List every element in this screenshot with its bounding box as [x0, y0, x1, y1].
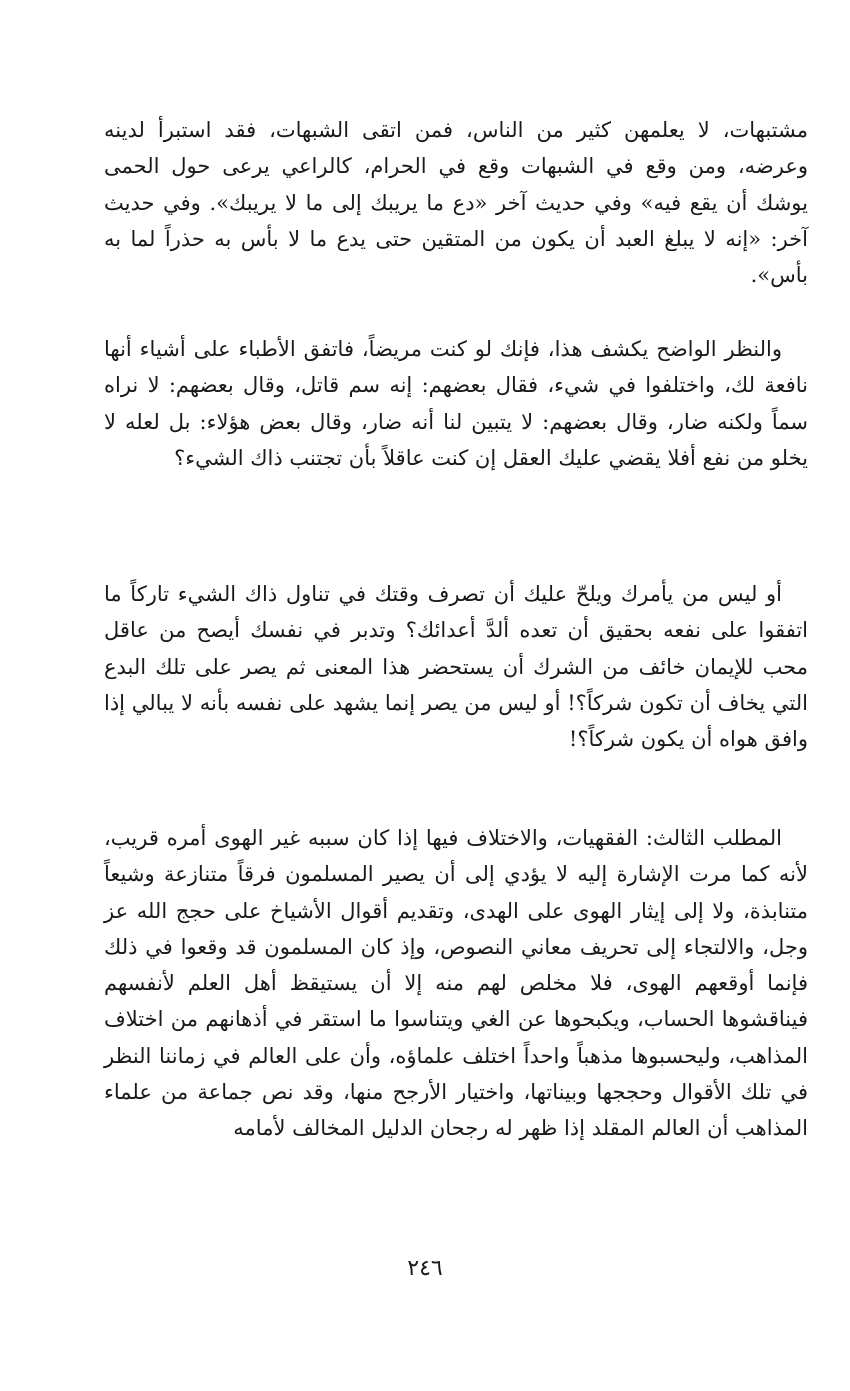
paragraph: والنظر الواضح يكشف هذا، فإنك لو كنت مريضاً، فاتفق الأطباء على أشياء أنها نافعة لك، واختلفوا في شيء، فقال بعضهم: إنه سم قاتل، وقال بعضهم: لا نراه سماً ولكنه ضار، وقال بعضهم: لا يتبين لنا أنه ضار، وقال بعض هؤلاء: بل لعله لا يخلو من نفع أفلا يقضي عليك العقل إن كنت عاقلاً بأن تجتنب ذاك الشيء؟	[104, 337, 808, 470]
paragraph: أو ليس من يأمرك ويلحّ عليك أن تصرف وقتك في تناول ذاك الشيء تاركاً ما اتفقوا على نفعه بحقيق أن تعده ألدَّ أعدائك؟ وتدبر في نفسك أيصح من عاقل محب للإيمان خائف من الشرك أن يستحضر هذا المعنى ثم يصر على تلك البدع التي يخاف أن تكون شركاً؟! أو ليس من يصر إنما يشهد على نفسه بأنه لا يبالي إذا وافق هواه أن يكون شركاً؟!	[104, 582, 808, 752]
paragraph-third-section	[104, 820, 808, 1147]
paragraph-doctors-analogy	[104, 331, 808, 476]
paragraph-hadith-continuation	[104, 112, 808, 293]
paragraph: المطلب الثالث: الفقهيات، والاختلاف فيها إذا كان سببه غير الهوى أمره قريب، لأنه كما مرت الإشارة إليه لا يؤدي إلى أن يصير المسلمون فرقاً متنازعة وشيعاً متنابذة، ولا إلى إيثار الهوى على الهدى، وتقديم أقوال الأشياخ على حجج الله عز وجل، والالتجاء إلى تحريف معاني النصوص، وإذ كان المسلمون قد وقعوا في ذلك فإنما أوقعهم الهوى، فلا مخلص لهم منه إلا أن يستيقظ أهل العلم لأنفسهم فيناقشوها الحساب، ويكبحوها عن الغي ويتناسوا ما استقر في أذهانهم من اختلاف المذاهب، وليحسبوها مذهباً واحداً اختلف علماؤه، وأن على العالم في زماننا النظر في تلك الأقوال وحججها وبيناتها، واختيار الأرجح منها، وقد نص جماعة من علماء المذاهب أن العالم المقلد إذا ظهر له رجحان الدليل المخالف لأمامه	[104, 826, 808, 1141]
paragraph: مشتبهات، لا يعلمهن كثير من الناس، فمن اتقى الشبهات، فقد استبرأ لدينه وعرضه، ومن وقع في الشبهات وقع في الحرام، كالراعي يرعى حول الحمى يوشك أن يقع فيه» وفي حديث آخر «دع ما يريبك إلى ما لا يريبك». وفي حديث آخر: «إنه لا يبلغ العبد أن يكون من المتقين حتى يدع ما لا بأس به حذراً لما به بأس».	[104, 118, 808, 288]
paragraph-innovation-warning	[104, 576, 808, 757]
page-number: ٢٤٦	[407, 1256, 443, 1281]
